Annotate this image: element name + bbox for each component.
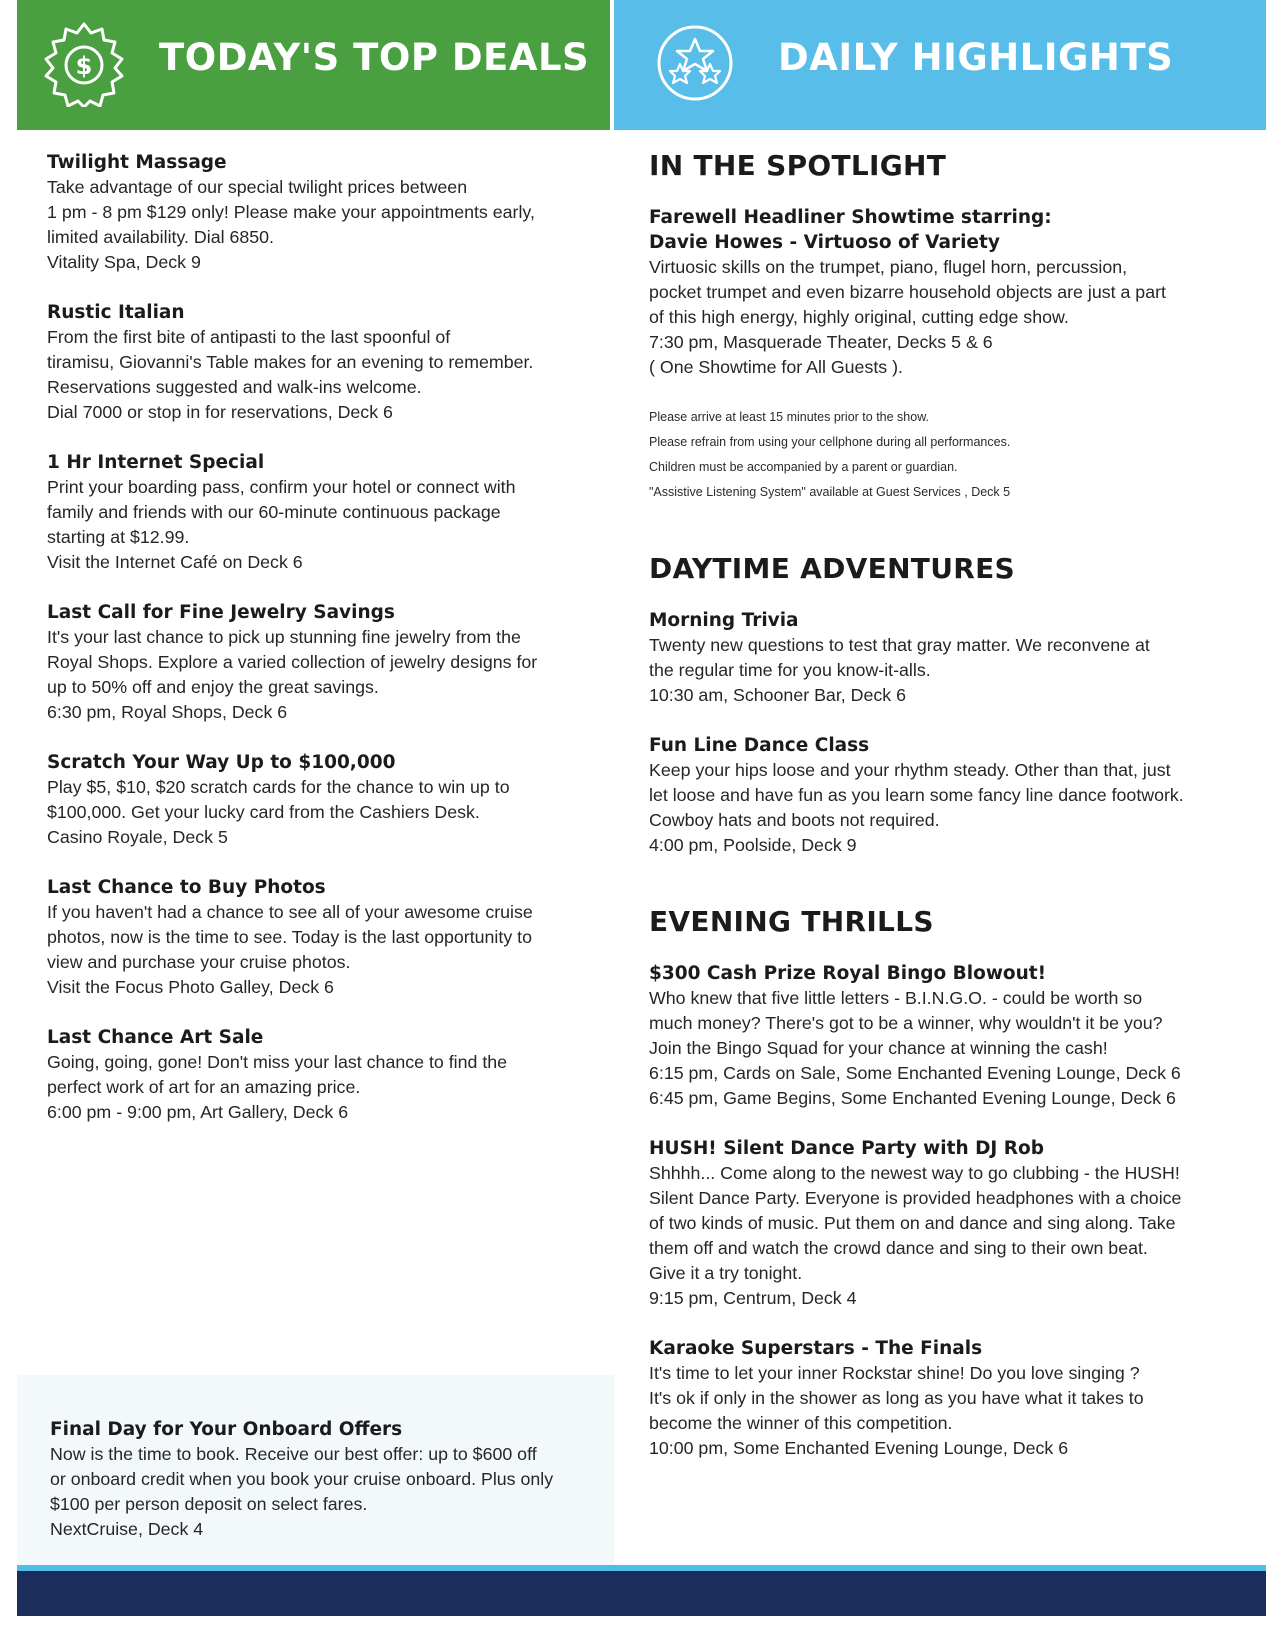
deal-line: starting at $12.99. <box>47 527 190 547</box>
deal-line: Play $5, $10, $20 scratch cards for the chance to win up to <box>47 777 510 797</box>
highlights-header-title: DAILY HIGHLIGHTS <box>778 36 1174 79</box>
spotlight-title-line2: Davie Howes - Virtuoso of Variety <box>649 232 1000 253</box>
daytime-item <box>649 608 1229 708</box>
deal-line: 6:00 pm - 9:00 pm, Art Gallery, Deck 6 <box>47 1102 349 1122</box>
deal-line: family and friends with our 60-minute continuous package <box>47 502 501 522</box>
deals-header <box>17 0 610 130</box>
evening-line: It's ok if only in the shower as long as you have what it takes to <box>649 1388 1144 1408</box>
svg-text:$: $ <box>75 52 93 80</box>
onboard-offers-box <box>17 1375 614 1570</box>
deal-item <box>47 150 587 275</box>
deal-line: Visit the Internet Café on Deck 6 <box>47 552 303 572</box>
deal-item <box>47 600 587 725</box>
show-note: Please arrive at least 15 minutes prior to the show. <box>649 410 930 424</box>
daytime-line: 10:30 am, Schooner Bar, Deck 6 <box>649 685 906 705</box>
deal-line: From the first bite of antipasti to the last spoonful of <box>47 327 451 347</box>
deal-title: Last Chance to Buy Photos <box>47 877 326 898</box>
deal-line: It's your last chance to pick up stunning fine jewelry from the <box>47 627 521 647</box>
deal-line: If you haven't had a chance to see all of your awesome cruise <box>47 902 533 922</box>
evening-line: of two kinds of music. Put them on and dance and sing along. Take <box>649 1213 1176 1233</box>
highlights-header <box>614 0 1266 130</box>
deal-item <box>47 300 587 425</box>
daytime-line: Cowboy hats and boots not required. <box>649 810 940 830</box>
section-title-evening: EVENING THRILLS <box>649 905 934 938</box>
evening-line: become the winner of this competition. <box>649 1413 953 1433</box>
evening-item <box>649 961 1229 1111</box>
deal-title: Scratch Your Way Up to $100,000 <box>47 752 396 773</box>
evening-line: 6:45 pm, Game Begins, Some Enchanted Evening Lounge, Deck 6 <box>649 1088 1176 1108</box>
deals-column <box>47 150 587 1150</box>
daytime-line: let loose and have fun as you learn some fancy line dance footwork. <box>649 785 1184 805</box>
daytime-item <box>649 733 1229 858</box>
daytime-title: Fun Line Dance Class <box>649 735 870 756</box>
daytime-line: Twenty new questions to test that gray matter. We reconvene at <box>649 635 1150 655</box>
deal-line: Print your boarding pass, confirm your hotel or connect with <box>47 477 516 497</box>
evening-line: Silent Dance Party. Everyone is provided headphones with a choice <box>649 1188 1182 1208</box>
deal-line: Casino Royale, Deck 5 <box>47 827 228 847</box>
evening-item <box>649 1336 1229 1461</box>
evening-line: Shhhh... Come along to the newest way to go clubbing - the HUSH! <box>649 1163 1180 1183</box>
evening-title: Karaoke Superstars - The Finals <box>649 1338 983 1359</box>
daytime-line: the regular time for you know-it-alls. <box>649 660 931 680</box>
deal-line: perfect work of art for an amazing price. <box>47 1077 361 1097</box>
evening-line: 10:00 pm, Some Enchanted Evening Lounge, Deck 6 <box>649 1438 1069 1458</box>
stars-badge-icon <box>656 24 734 102</box>
evening-line: Join the Bingo Squad for your chance at winning the cash! <box>649 1038 1108 1058</box>
evening-line: Give it a try tonight. <box>649 1263 803 1283</box>
offer-title: Final Day for Your Onboard Offers <box>50 1419 403 1440</box>
deal-item <box>47 1025 587 1125</box>
spotlight-title-line1: Farewell Headliner Showtime starring: <box>649 207 1052 228</box>
evening-line: Who knew that five little letters - B.I.N.G.O. - could be worth so <box>649 988 1143 1008</box>
evening-line: It's time to let your inner Rockstar shine! Do you love singing ? <box>649 1363 1140 1383</box>
spotlight-line: 7:30 pm, Masquerade Theater, Decks 5 & 6 <box>649 332 993 352</box>
deal-title: Last Call for Fine Jewelry Savings <box>47 602 395 623</box>
evening-line: 9:15 pm, Centrum, Deck 4 <box>649 1288 857 1308</box>
offer-line: or onboard credit when you book your cruise onboard. Plus only <box>50 1469 554 1489</box>
evening-line: them off and watch the crowd dance and sing to their own beat. <box>649 1238 1148 1258</box>
evening-line: 6:15 pm, Cards on Sale, Some Enchanted Evening Lounge, Deck 6 <box>649 1063 1181 1083</box>
deal-line: limited availability. Dial 6850. <box>47 227 274 247</box>
deal-title: Last Chance Art Sale <box>47 1027 264 1048</box>
deal-line: 1 pm - 8 pm $129 only! Please make your appointments early, <box>47 202 535 222</box>
evening-title: $300 Cash Prize Royal Bingo Blowout! <box>649 963 1047 984</box>
daytime-line: Keep your hips loose and your rhythm steady. Other than that, just <box>649 760 1171 780</box>
show-notes <box>649 405 1229 505</box>
deal-line: up to 50% off and enjoy the great savings. <box>47 677 379 697</box>
deal-line: view and purchase your cruise photos. <box>47 952 351 972</box>
offer-line: Now is the time to book. Receive our best offer: up to $600 off <box>50 1444 537 1464</box>
deal-title: Twilight Massage <box>47 152 227 173</box>
footer-rule-dark <box>17 1571 1266 1616</box>
evening-item <box>649 1136 1229 1311</box>
deal-item <box>47 750 587 850</box>
deal-item <box>47 450 587 575</box>
evening-title: HUSH! Silent Dance Party with DJ Rob <box>649 1138 1044 1159</box>
daytime-title: Morning Trivia <box>649 610 799 631</box>
spotlight-line: pocket trumpet and even bizarre household objects are just a part <box>649 282 1166 302</box>
deal-line: Royal Shops. Explore a varied collection of jewelry designs for <box>47 652 538 672</box>
deal-line: 6:30 pm, Royal Shops, Deck 6 <box>47 702 288 722</box>
show-note: Children must be accompanied by a parent or guardian. <box>649 460 958 474</box>
offer-item <box>50 1417 610 1542</box>
deal-line: Going, going, gone! Don't miss your last chance to find the <box>47 1052 508 1072</box>
highlights-column <box>649 148 1229 1486</box>
offer-line: NextCruise, Deck 4 <box>50 1519 204 1539</box>
show-note: Please refrain from using your cellphone during all performances. <box>649 435 1011 449</box>
spotlight-line: ( One Showtime for All Guests ). <box>649 357 903 377</box>
evening-line: much money? There's got to be a winner, why wouldn't it be you? <box>649 1013 1163 1033</box>
deals-header-title: TODAY'S TOP DEALS <box>159 36 590 79</box>
deal-line: Visit the Focus Photo Galley, Deck 6 <box>47 977 334 997</box>
deal-line: photos, now is the time to see. Today is the last opportunity to <box>47 927 532 947</box>
deal-line: Take advantage of our special twilight prices between <box>47 177 468 197</box>
deal-item <box>47 875 587 1000</box>
deal-line: Vitality Spa, Deck 9 <box>47 252 201 272</box>
section-title-daytime: DAYTIME ADVENTURES <box>649 552 1015 585</box>
spotlight-line: of this high energy, highly original, cutting edge show. <box>649 307 1069 327</box>
deal-line: Dial 7000 or stop in for reservations, Deck 6 <box>47 402 393 422</box>
section-title-spotlight: IN THE SPOTLIGHT <box>649 149 947 182</box>
spotlight-item <box>649 205 1229 380</box>
dollar-badge-icon <box>41 21 127 107</box>
deal-title: 1 Hr Internet Special <box>47 452 265 473</box>
deal-line: Reservations suggested and walk-ins welcome. <box>47 377 422 397</box>
deal-line: $100,000. Get your lucky card from the Cashiers Desk. <box>47 802 480 822</box>
show-note: "Assistive Listening System" available at Guest Services , Deck 5 <box>649 485 1011 499</box>
spotlight-line: Virtuosic skills on the trumpet, piano, flugel horn, percussion, <box>649 257 1128 277</box>
daytime-line: 4:00 pm, Poolside, Deck 9 <box>649 835 857 855</box>
deal-line: tiramisu, Giovanni's Table makes for an evening to remember. <box>47 352 534 372</box>
deal-title: Rustic Italian <box>47 302 185 323</box>
offer-line: $100 per person deposit on select fares. <box>50 1494 368 1514</box>
